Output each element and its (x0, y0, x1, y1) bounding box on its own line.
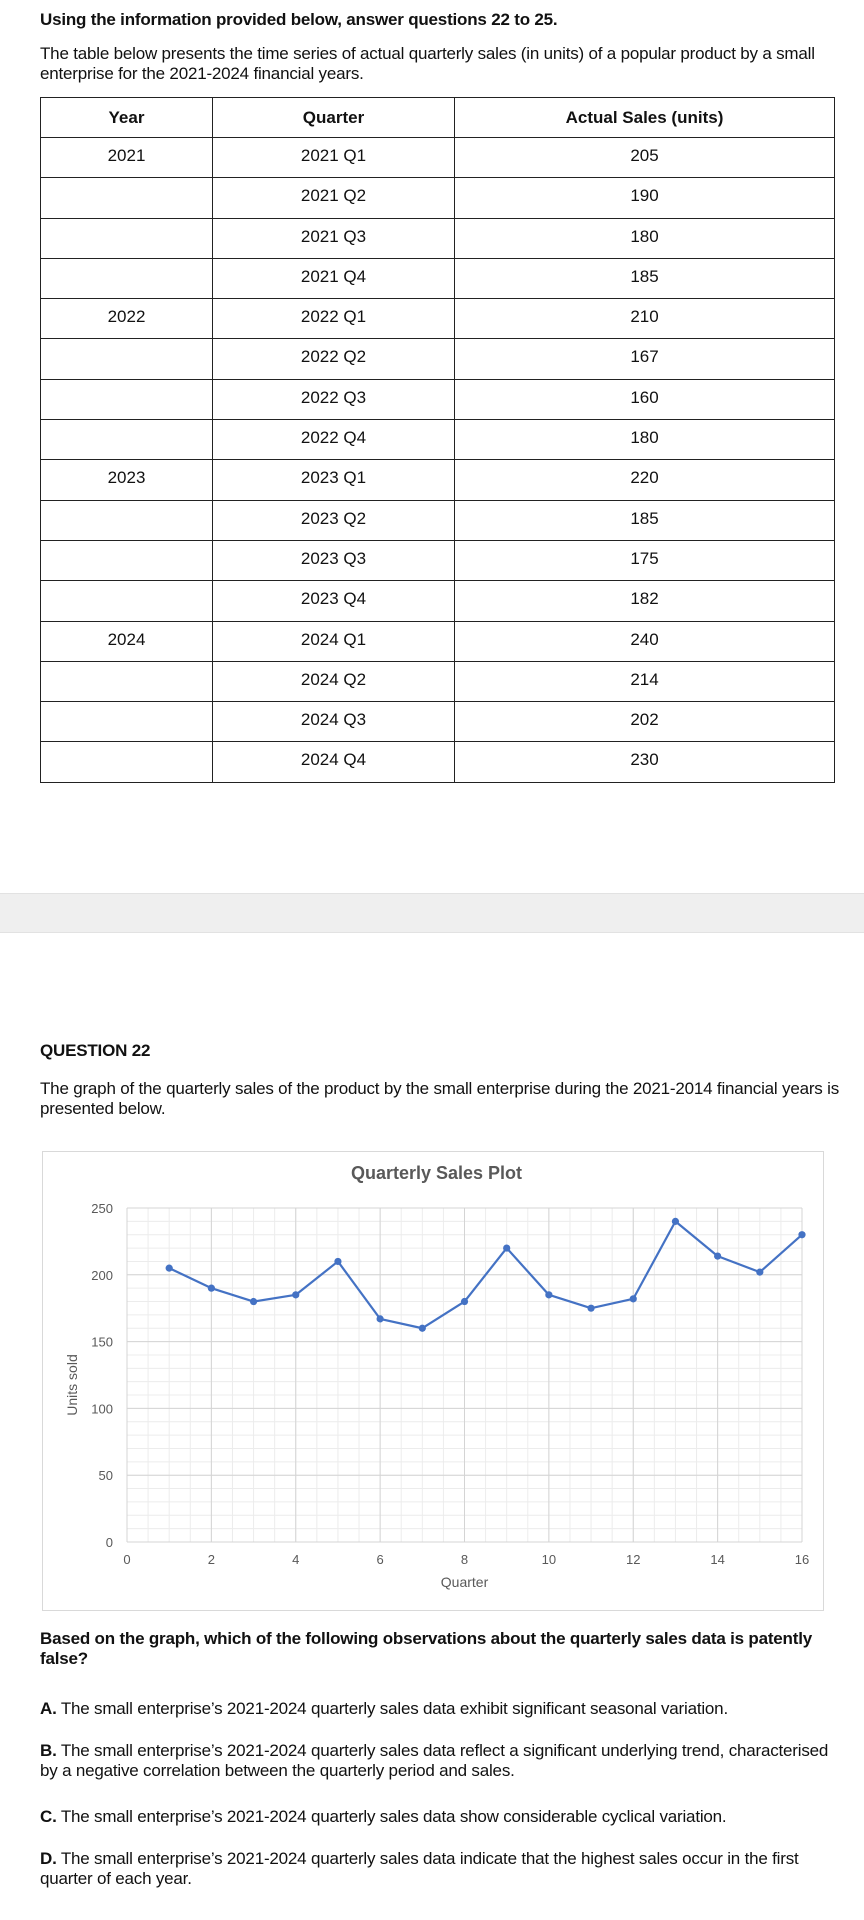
data-point (798, 1231, 805, 1238)
data-point (292, 1291, 299, 1298)
y-tick-label: 100 (91, 1401, 113, 1417)
cell-year (41, 661, 213, 701)
cell-year (41, 258, 213, 298)
option-b-letter: B. (40, 1741, 57, 1760)
data-point (672, 1218, 679, 1225)
data-point (545, 1291, 552, 1298)
option-d-letter: D. (40, 1849, 57, 1868)
cell-year: 2024 (41, 621, 213, 661)
option-a-text: The small enterprise’s 2021-2024 quarterly sales data exhibit significant seasonal variation. (60, 1699, 728, 1718)
data-point (714, 1252, 721, 1259)
question-intro: The graph of the quarterly sales of the product by the small enterprise during the 2021-2014 financial years is presented below. (40, 1079, 839, 1118)
y-tick-label: 250 (91, 1201, 113, 1216)
instructions-heading: Using the information provided below, answer questions 22 to 25. (40, 10, 558, 29)
data-point (587, 1305, 594, 1312)
cell-sales: 160 (455, 379, 835, 419)
option-c-letter: C. (40, 1807, 57, 1826)
cell-year (41, 540, 213, 580)
cell-year (41, 339, 213, 379)
cell-quarter: 2021 Q2 (213, 178, 455, 218)
x-tick-label: 16 (794, 1552, 810, 1567)
cell-sales: 182 (455, 581, 835, 621)
data-point (334, 1258, 341, 1265)
cell-quarter: 2021 Q4 (213, 258, 455, 298)
option-c[interactable] (40, 1807, 840, 1827)
table-row (41, 138, 835, 178)
cell-sales: 205 (455, 138, 835, 178)
table-row (41, 581, 835, 621)
cell-year (41, 500, 213, 540)
option-d-text: The small enterprise’s 2021-2024 quarterly sales data indicate that the highest sales occur in the first quarter of each year. (40, 1849, 799, 1888)
table-body (41, 138, 835, 783)
cell-quarter: 2023 Q2 (213, 500, 455, 540)
cell-quarter: 2021 Q3 (213, 218, 455, 258)
table-row (41, 540, 835, 580)
cell-quarter: 2022 Q2 (213, 339, 455, 379)
table-row (41, 742, 835, 782)
y-tick-label: 0 (105, 1535, 113, 1550)
chart-svg (43, 1152, 823, 1610)
cell-quarter: 2022 Q1 (213, 299, 455, 339)
table-description: The table below presents the time series of actual quarterly sales (in units) of a popular product by a small enterprise for the 2021-2024 financial years. (40, 44, 815, 83)
x-tick-label: 12 (626, 1552, 641, 1567)
cell-year (41, 581, 213, 621)
data-point (630, 1295, 637, 1302)
cell-year (41, 742, 213, 782)
table-row (41, 299, 835, 339)
header-actual-sales: Actual Sales (units) (455, 98, 835, 138)
cell-sales: 210 (455, 299, 835, 339)
page-section-data (0, 0, 864, 893)
table-row (41, 500, 835, 540)
data-point (208, 1285, 215, 1292)
cell-sales: 180 (455, 420, 835, 460)
cell-year (41, 420, 213, 460)
cell-sales: 180 (455, 218, 835, 258)
x-tick-label: 2 (207, 1552, 215, 1567)
cell-year: 2022 (41, 299, 213, 339)
cell-year: 2023 (41, 460, 213, 500)
cell-sales: 190 (455, 178, 835, 218)
cell-quarter: 2024 Q1 (213, 621, 455, 661)
cell-quarter: 2022 Q3 (213, 379, 455, 419)
data-point (377, 1315, 384, 1322)
option-b-text: The small enterprise’s 2021-2024 quarterly sales data reflect a significant underlying trend, characterised by a negative correlation between the quarterly period and sales. (40, 1741, 829, 1780)
y-tick-label: 150 (91, 1334, 113, 1350)
table-row (41, 621, 835, 661)
cell-quarter: 2024 Q3 (213, 702, 455, 742)
chart-title: Quarterly Sales Plot (350, 1163, 523, 1183)
cell-sales: 167 (455, 339, 835, 379)
cell-sales: 185 (455, 258, 835, 298)
cell-year (41, 178, 213, 218)
table-row (41, 218, 835, 258)
sales-chart (42, 1151, 824, 1611)
header-quarter: Quarter (213, 98, 455, 138)
page-break (0, 893, 864, 933)
data-point (756, 1269, 763, 1276)
cell-quarter: 2023 Q4 (213, 581, 455, 621)
x-axis-title: Quarter (440, 1574, 489, 1590)
y-tick-label: 200 (91, 1267, 113, 1283)
table-row (41, 460, 835, 500)
table-header-row (41, 98, 835, 138)
cell-sales: 202 (455, 702, 835, 742)
cell-quarter: 2023 Q1 (213, 460, 455, 500)
data-point (503, 1244, 510, 1251)
cell-quarter: 2024 Q4 (213, 742, 455, 782)
option-c-text: The small enterprise’s 2021-2024 quarterly sales data show considerable cyclical variation. (60, 1807, 727, 1826)
cell-sales: 220 (455, 460, 835, 500)
cell-sales: 175 (455, 540, 835, 580)
table-row (41, 339, 835, 379)
data-point (461, 1298, 468, 1305)
cell-quarter: 2024 Q2 (213, 661, 455, 701)
cell-year (41, 702, 213, 742)
table-row (41, 420, 835, 460)
table-row (41, 258, 835, 298)
table-row (41, 178, 835, 218)
cell-sales: 185 (455, 500, 835, 540)
data-point (250, 1298, 257, 1305)
table-row (41, 702, 835, 742)
x-tick-label: 14 (710, 1552, 725, 1567)
sales-table (40, 97, 835, 783)
question-title: QUESTION 22 (40, 1041, 151, 1060)
x-tick-label: 10 (541, 1552, 557, 1567)
cell-year: 2021 (41, 138, 213, 178)
x-tick-label: 0 (123, 1552, 131, 1567)
data-point (166, 1265, 173, 1272)
cell-quarter: 2022 Q4 (213, 420, 455, 460)
cell-quarter: 2021 Q1 (213, 138, 455, 178)
cell-sales: 230 (455, 742, 835, 782)
table-row (41, 379, 835, 419)
cell-quarter: 2023 Q3 (213, 540, 455, 580)
cell-year (41, 218, 213, 258)
cell-sales: 214 (455, 661, 835, 701)
question-prompt: Based on the graph, which of the following observations about the quarterly sales data is patently false? (40, 1629, 812, 1668)
header-year: Year (41, 98, 213, 138)
option-d[interactable] (40, 1849, 840, 1889)
y-axis-title: Units sold (64, 1354, 80, 1416)
table-row (41, 661, 835, 701)
x-tick-label: 4 (292, 1552, 300, 1567)
cell-sales: 240 (455, 621, 835, 661)
x-tick-label: 6 (376, 1552, 384, 1567)
cell-year (41, 379, 213, 419)
option-a-letter: A. (40, 1699, 57, 1718)
data-point (419, 1325, 426, 1332)
page-section-question (0, 933, 864, 1920)
option-a[interactable] (40, 1699, 840, 1719)
option-b[interactable] (40, 1741, 840, 1781)
y-tick-label: 50 (98, 1468, 113, 1484)
x-tick-label: 8 (460, 1552, 469, 1567)
